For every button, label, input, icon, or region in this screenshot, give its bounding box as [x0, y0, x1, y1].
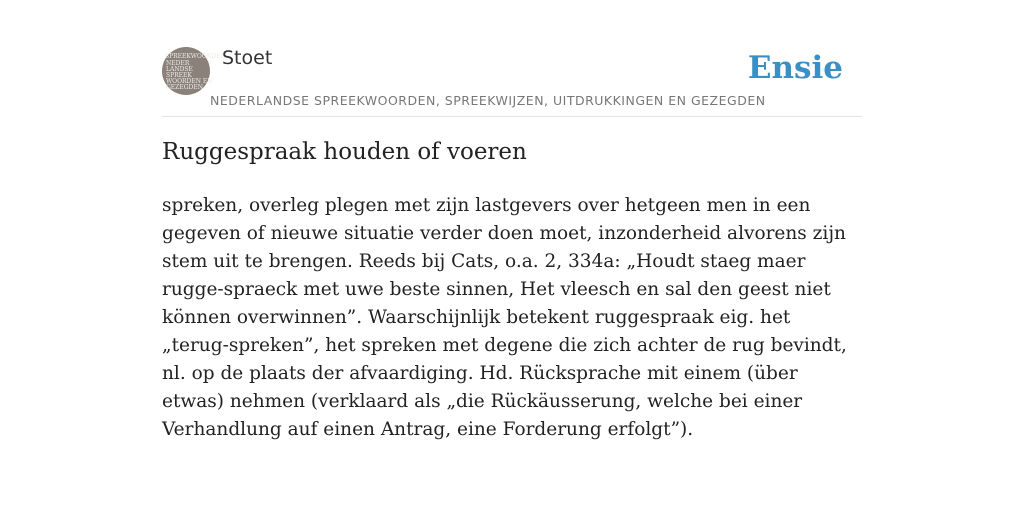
avatar-cover-line: NEDER [166, 60, 190, 67]
avatar-cover-line: GEZEGDEN [166, 84, 203, 91]
ensie-logo[interactable]: Ensie [747, 50, 843, 86]
dictionary-name-link[interactable]: Stoet [222, 47, 273, 69]
avatar-cover-top: SPREEKWOORDEN [165, 53, 226, 60]
entry-title: Ruggespraak houden of voeren [162, 139, 527, 165]
avatar-cover-title [166, 60, 213, 91]
avatar-cover-line: SPREEK [166, 72, 192, 79]
avatar-cover-line: WOORDEN EN [166, 78, 213, 85]
dictionary-header [162, 44, 862, 117]
dictionary-subtitle: NEDERLANDSE SPREEKWOORDEN, SPREEKWIJZEN, UITDRUKKINGEN EN GEZEGDEN [210, 93, 766, 108]
dictionary-avatar[interactable] [162, 47, 226, 95]
avatar-cover-line: LANDSE [166, 66, 193, 73]
entry-definition: spreken, overleg plegen met zijn lastgevers over hetgeen men in een gegeven of nieuwe situatie verder doen moet, inzonderheid alvorens zijn stem uit te brengen. Reeds bij Cats, o.a. 2, 334a: „Houdt staeg maer rugge-spraeck met uwe beste sinnen, Het vleesch en sal den geest niet können overwinnen”. Waarschijnlijk betekent ruggespraak eig. het „terug-spreken”, het spreken met degene die zich achter de rug bevindt, nl. op de plaats der afvaardiging. Hd. Rücksprache mit einem (über etwas) nehmen (verklaard als „die Rückäusserung, welche bei einer Verhandlung auf einen Antrag, eine Forderung erfolgt”). [162, 195, 847, 440]
